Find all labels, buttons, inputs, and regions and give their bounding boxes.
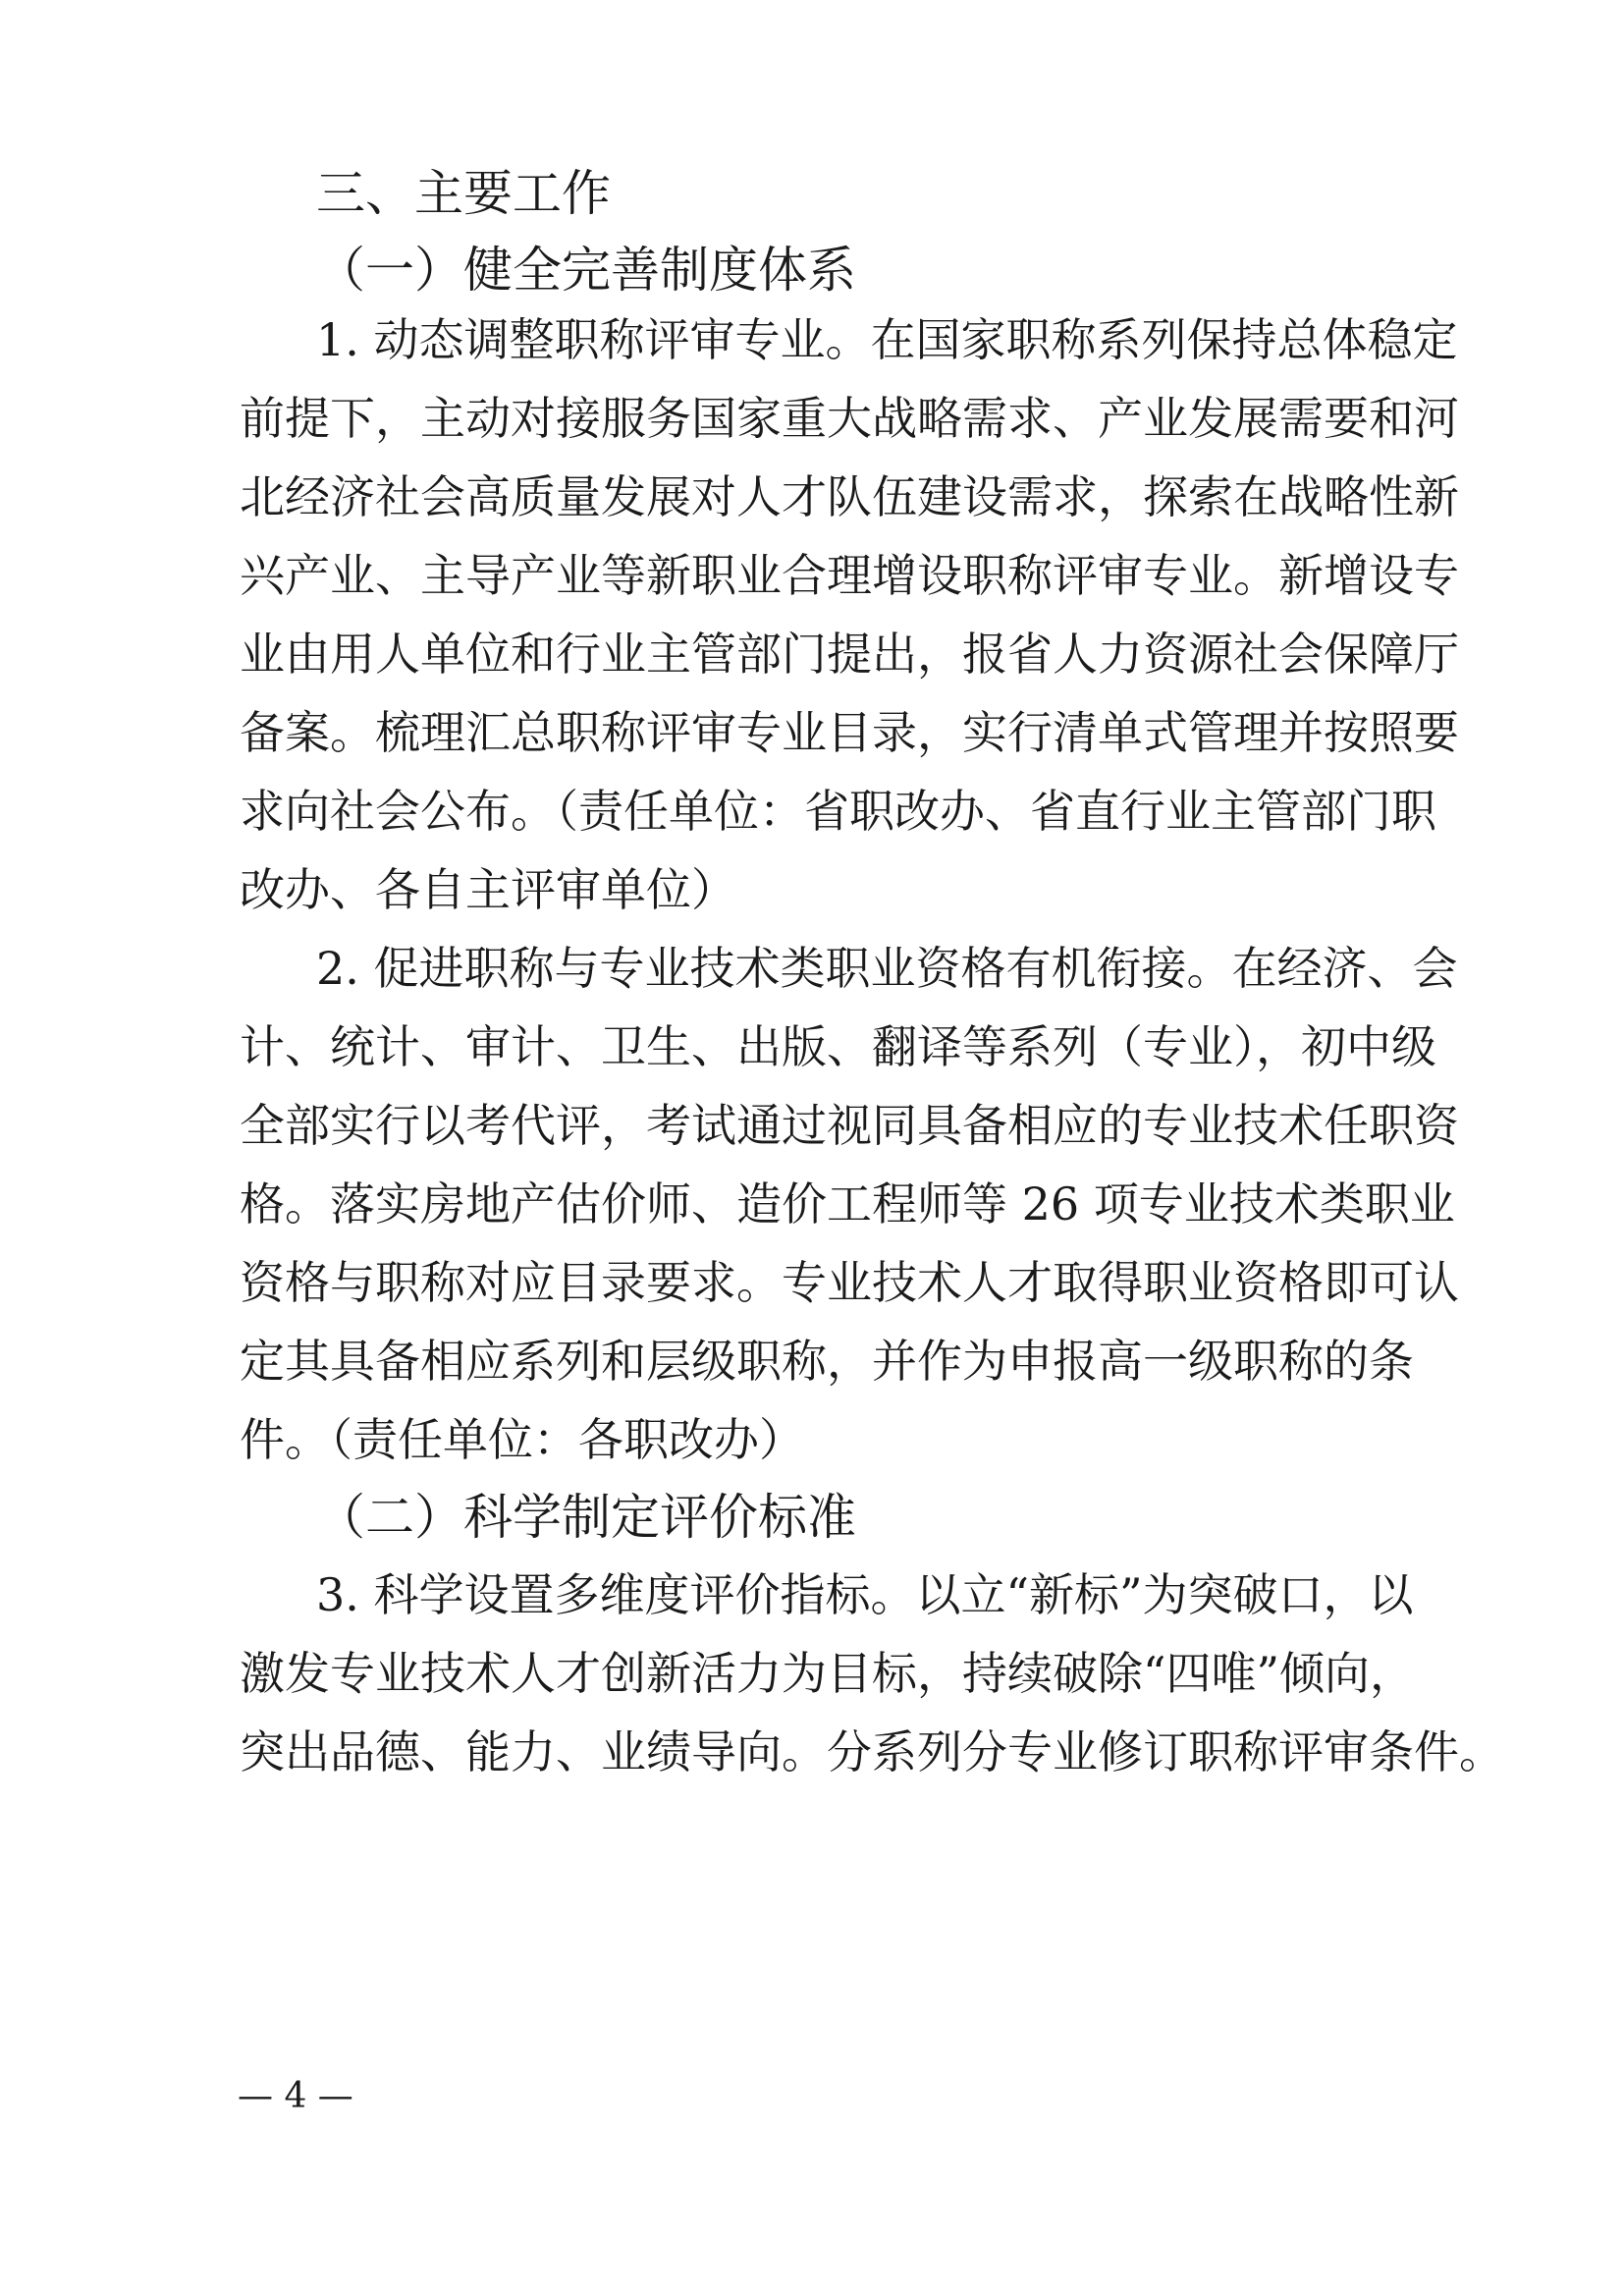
paragraph-line: 格。落实房地产估价师、造价工程师等 26 项专业技术类职业	[240, 1177, 1455, 1230]
paragraph-line: 2. 促进职称与专业技术类职业资格有机衔接。在经济、会	[316, 942, 1458, 995]
paragraph-line: 兴产业、主导产业等新职业合理增设职称评审专业。新增设专	[240, 549, 1459, 602]
paragraph-line: 突出品德、能力、业绩导向。分系列分专业修订职称评审条件。	[240, 1725, 1504, 1778]
paragraph-line: 激发专业技术人才创新活力为目标，持续破除“四唯”倾向，	[240, 1647, 1416, 1700]
paragraph-line: 1. 动态调整职称评审专业。在国家职称系列保持总体稳定	[316, 313, 1458, 366]
paragraph-line: 改办、各自主评审单位）	[240, 863, 736, 916]
paragraph-line: 计、统计、审计、卫生、出版、翻译等系列（专业），初中级	[240, 1020, 1436, 1073]
section-heading: 三、主要工作	[316, 165, 611, 222]
paragraph-line: 求向社会公布。（责任单位：省职改办、省直行业主管部门职	[240, 785, 1436, 838]
paragraph-line: 件。（责任单位：各职改办）	[240, 1413, 804, 1466]
paragraph-line: 业由用人单位和行业主管部门提出，报省人力资源社会保障厅	[240, 628, 1459, 681]
subheading-2: （二）科学制定评价标准	[316, 1489, 856, 1546]
paragraph-line: 备案。梳理汇总职称评审专业目录，实行清单式管理并按照要	[240, 706, 1459, 759]
paragraph-line: 前提下，主动对接服务国家重大战略需求、产业发展需要和河	[240, 392, 1459, 445]
paragraph-line: 资格与职称对应目录要求。专业技术人才取得职业资格即可认	[240, 1256, 1459, 1309]
page-number: — 4 —	[238, 2076, 353, 2116]
paragraph-line: 3. 科学设置多维度评价指标。以立“新标”为突破口，以	[316, 1568, 1414, 1621]
paragraph-line: 北经济社会高质量发展对人才队伍建设需求，探索在战略性新	[240, 470, 1459, 523]
paragraph-line: 全部实行以考代评，考试通过视同具备相应的专业技术任职资	[240, 1099, 1459, 1152]
subheading-1: （一）健全完善制度体系	[316, 242, 856, 299]
paragraph-line: 定其具备相应系列和层级职称，并作为申报高一级职称的条	[240, 1335, 1414, 1388]
